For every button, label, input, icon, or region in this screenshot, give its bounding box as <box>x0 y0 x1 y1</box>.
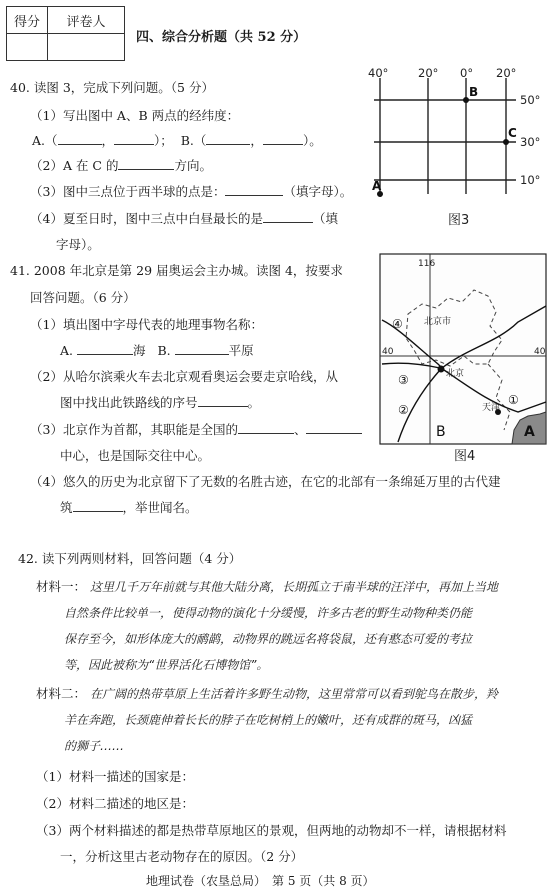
q41-part1: （1）填出图中字母代表的地理事物名称： <box>30 317 263 332</box>
blank[interactable] <box>175 353 229 355</box>
q40-part2: （2）A 在 C 的 方向。 <box>30 158 212 173</box>
q40-part1: （1）写出图中 A、B 两点的经纬度： <box>30 108 240 123</box>
material-1-line: 这里几千万年前就与其他大陆分离，长期孤立于南半球的汪洋中，再加上当地 <box>90 580 499 594</box>
q41-stem-line1: 41. 2008 年北京是第 29 届奥运会主办城。读图 4，按要求 <box>10 263 343 278</box>
q40-part1-answers: A.（ ， ）； B.（ ， ）。 <box>32 133 322 148</box>
material-2-label: 材料二： <box>36 686 87 701</box>
lat-label: 30° <box>520 135 541 149</box>
railway-2-marker: ② <box>398 403 409 417</box>
q42-part3-line1: （3）两个材料描述的都是热带草原地区的景观，但两地的动物却不一样，请根据材料 <box>36 823 507 838</box>
lat-label: 10° <box>520 173 541 187</box>
beijing-city-marker <box>438 366 445 373</box>
lon-label: 20° <box>418 66 439 80</box>
figure-4-caption: 图4 <box>454 449 476 464</box>
blank[interactable] <box>118 168 174 170</box>
grader-cell <box>48 34 125 61</box>
q41-part3-line1: （3）北京作为首都，其职能是全国的 、 <box>30 420 362 438</box>
figure-3-grid <box>366 64 556 236</box>
q42-part2: （2）材料二描述的地区是： <box>36 796 194 811</box>
point-b-label: B <box>469 85 479 99</box>
figure-3-caption: 图3 <box>448 213 470 228</box>
material-1-label: 材料一： <box>36 579 87 594</box>
q41-stem-line2: 回答问题。（6 分） <box>30 290 136 305</box>
lat-40-label-left: 40 <box>382 347 394 357</box>
point-c-label: C <box>508 126 517 140</box>
q42-stem: 42. 读下列两则材料，回答问题（4 分） <box>18 551 242 566</box>
lat-40-label-right: 40 <box>534 347 546 357</box>
q41-part1-answers: A. 海 B. 平原 <box>60 343 254 358</box>
score-table <box>6 6 125 61</box>
blank[interactable] <box>73 510 123 512</box>
grader-label: 评卷人 <box>48 7 125 34</box>
score-label: 得分 <box>7 7 48 34</box>
material-2-line: 羊在奔跑，长颈鹿伸着长长的脖子在吃树梢上的嫩叶，还有成群的斑马，凶猛 <box>64 713 473 727</box>
letter-a: A <box>524 424 535 440</box>
material-1-line: 等，因此被称为“世界活化石博物馆”。 <box>64 658 269 672</box>
lat-label: 50° <box>520 93 541 107</box>
beijing-label: 北京 <box>446 369 465 379</box>
material-2-line: 的狮子…… <box>64 739 125 753</box>
q40-part4: （4）夏至日时，图中三点中白昼最长的是 （填 <box>30 211 338 226</box>
score-cell <box>7 34 48 61</box>
blank[interactable] <box>225 194 283 196</box>
q41-part4-line2: 筑 ，举世闻名。 <box>60 500 198 515</box>
q40-stem: 40. 读图 3，完成下列问题。（5 分） <box>10 80 214 95</box>
lon-label: 0° <box>460 66 474 80</box>
blank[interactable] <box>238 432 294 434</box>
q40-part3: （3）图中三点位于西半球的点是： （填字母）。 <box>30 184 353 199</box>
q40-part4-cont: 字母）。 <box>56 237 100 252</box>
blank[interactable] <box>198 405 248 407</box>
q42-part1: （1）材料一描述的国家是： <box>36 769 194 784</box>
beijing-municipality-label: 北京市 <box>424 317 452 327</box>
railway-3-marker: ③ <box>398 373 409 387</box>
blank[interactable] <box>206 143 250 145</box>
material-1-line: 保存至今，如形体庞大的鸸鹋，动物界的跳远名将袋鼠，还有憨态可爱的考拉 <box>64 632 473 646</box>
blank[interactable] <box>263 143 303 145</box>
tianjin-label: 天津 <box>482 403 501 413</box>
lon-label: 40° <box>368 66 389 80</box>
q41-part2-line1: （2）从哈尔滨乘火车去北京观看奥运会要走京哈线，从 <box>30 369 338 384</box>
page-footer: 地理试卷（农垦总局） 第 5 页（共 8 页） <box>146 874 375 888</box>
figure-4-map <box>378 252 554 466</box>
material-1-line: 自然条件比较单一，使得动物的演化十分缓慢，许多古老的野生动物种类仍能 <box>64 606 473 620</box>
railway-4-marker: ④ <box>392 317 403 331</box>
blank[interactable] <box>306 432 362 434</box>
material-2-line: 在广阔的热带草原上生活着许多野生动物，这里常常可以看到鸵鸟在散步，羚 <box>90 687 499 701</box>
q41-part3-line2: 中心，也是国际交往中心。 <box>60 448 211 463</box>
q41-part4-line1: （4）悠久的历史为北京留下了无数的名胜古迹，在它的北部有一条绵延万里的古代建 <box>30 474 501 489</box>
blank[interactable] <box>263 221 313 223</box>
letter-b: B <box>436 424 446 440</box>
blank[interactable] <box>77 353 133 355</box>
section-title: 四、综合分析题（共 52 分） <box>136 30 307 45</box>
point-a-label: A <box>372 179 382 193</box>
blank[interactable] <box>58 143 102 145</box>
q41-part2-line2: 图中找出此铁路线的序号 。 <box>60 395 261 410</box>
railway-1-marker: ① <box>508 393 519 407</box>
lon-116-label: 116 <box>418 259 436 269</box>
q42-part3-line2: 一，分析这里古老动物存在的原因。（2 分） <box>60 849 304 864</box>
blank[interactable] <box>114 143 154 145</box>
lon-label: 20° <box>496 66 517 80</box>
